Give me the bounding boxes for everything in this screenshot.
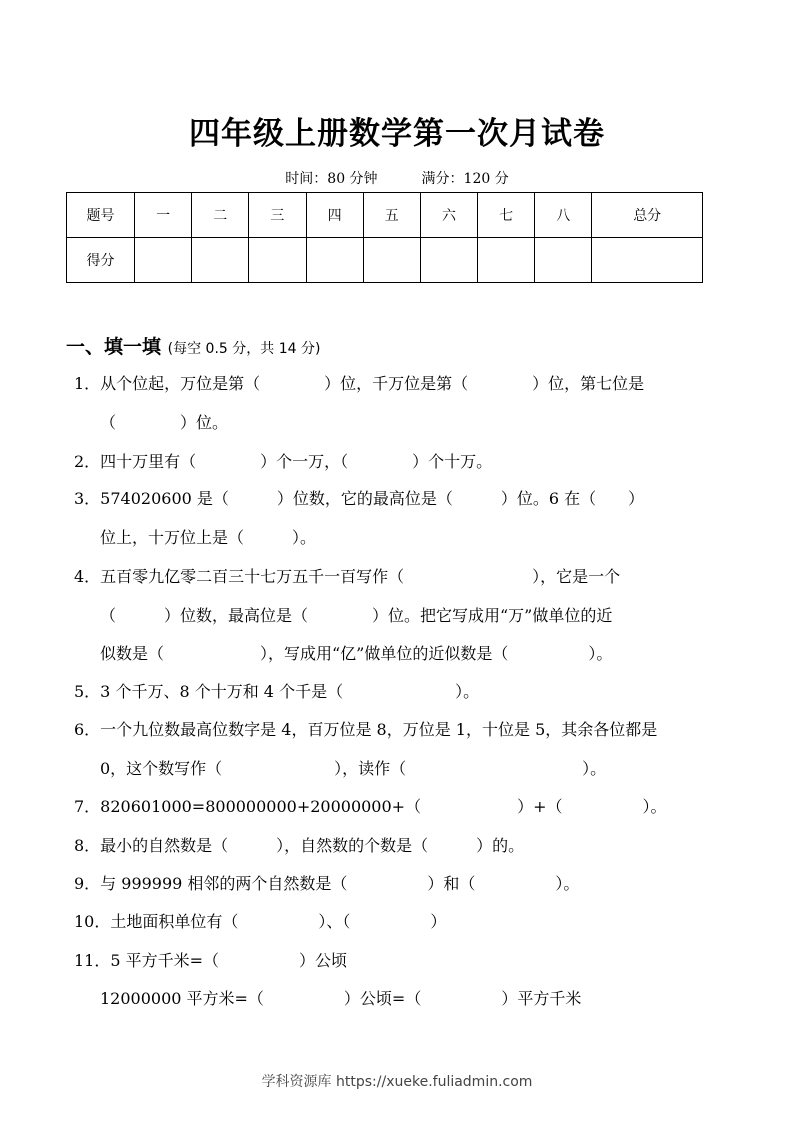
question-line: 3．574020600 是（ ）位数，它的最高位是（ ）位。6 在（ ） (74, 489, 645, 508)
score-cell[interactable] (306, 238, 363, 283)
header-cell: 四 (306, 193, 363, 238)
header-cell: 七 (478, 193, 535, 238)
header-cell: 三 (249, 193, 306, 238)
score-cell[interactable] (535, 238, 592, 283)
score-cell[interactable] (249, 238, 306, 283)
question-line: 1．从个位起，万位是第（ ）位，千万位是第（ ）位，第七位是 (74, 374, 645, 393)
question-line: （ ）位数，最高位是（ ）位。把它写成用“万”做单位的近 (100, 606, 613, 625)
section-title: 一、填一填 (66, 336, 162, 358)
section-heading (66, 332, 320, 359)
question-line: 5．3 个千万、8 个十万和 4 个千是（ ）。 (74, 682, 480, 701)
question-line: 10．土地面积单位有（ ）、（ ） (74, 912, 447, 931)
question-line: 6．一个九位数最高位数字是 4，百万位是 8，万位是 1，十位是 5，其余各位都是 (74, 720, 658, 739)
question-line: 8．最小的自然数是（ ），自然数的个数是（ ）的。 (74, 836, 525, 855)
exam-full-score: 满分：120 分 (421, 171, 509, 187)
score-cell[interactable] (135, 238, 192, 283)
exam-time: 时间：80 分钟 (285, 171, 378, 187)
score-table (66, 192, 703, 283)
row-label-cell: 得分 (67, 238, 135, 283)
section-note: (每空 0.5 分，共 14 分) (167, 341, 321, 357)
header-cell: 五 (363, 193, 420, 238)
question-line: 0，这个数写作（ ），读作（ ）。 (100, 759, 607, 778)
question-line: 9．与 999999 相邻的两个自然数是（ ）和（ ）。 (74, 874, 580, 893)
header-label-cell: 题号 (67, 193, 135, 238)
score-cell[interactable] (363, 238, 420, 283)
question-line: 11．5 平方千米=（ ）公顷 (74, 951, 348, 970)
score-table-header-row (67, 193, 703, 238)
header-cell: 总分 (592, 193, 703, 238)
exam-info (0, 168, 794, 188)
header-cell: 六 (420, 193, 477, 238)
question-line: 似数是（ ），写成用“亿”做单位的近似数是（ ）。 (100, 644, 613, 663)
header-cell: 二 (192, 193, 249, 238)
score-cell[interactable] (192, 238, 249, 283)
score-table-score-row (67, 238, 703, 283)
header-cell: 一 (135, 193, 192, 238)
question-line: 位上，十万位上是（ ）。 (100, 528, 317, 547)
page-title: 四年级上册数学第一次月试卷 (189, 116, 605, 152)
question-line: 12000000 平方米=（ ）公顷=（ ）平方千米 (100, 989, 582, 1008)
question-line: 2．四十万里有（ ）个一万，（ ）个十万。 (74, 452, 493, 471)
question-line: 7．820601000=800000000+20000000+（ ）+（ ）。 (74, 797, 667, 816)
question-line: 4．五百零九亿零二百三十七万五千一百写作（ ），它是一个 (74, 567, 621, 586)
score-cell[interactable] (592, 238, 703, 283)
score-cell[interactable] (420, 238, 477, 283)
header-cell: 八 (535, 193, 592, 238)
question-line: （ ）位。 (100, 413, 229, 432)
score-cell[interactable] (478, 238, 535, 283)
footer-watermark: 学科资源库 https://xueke.fuliadmin.com (261, 1074, 533, 1090)
